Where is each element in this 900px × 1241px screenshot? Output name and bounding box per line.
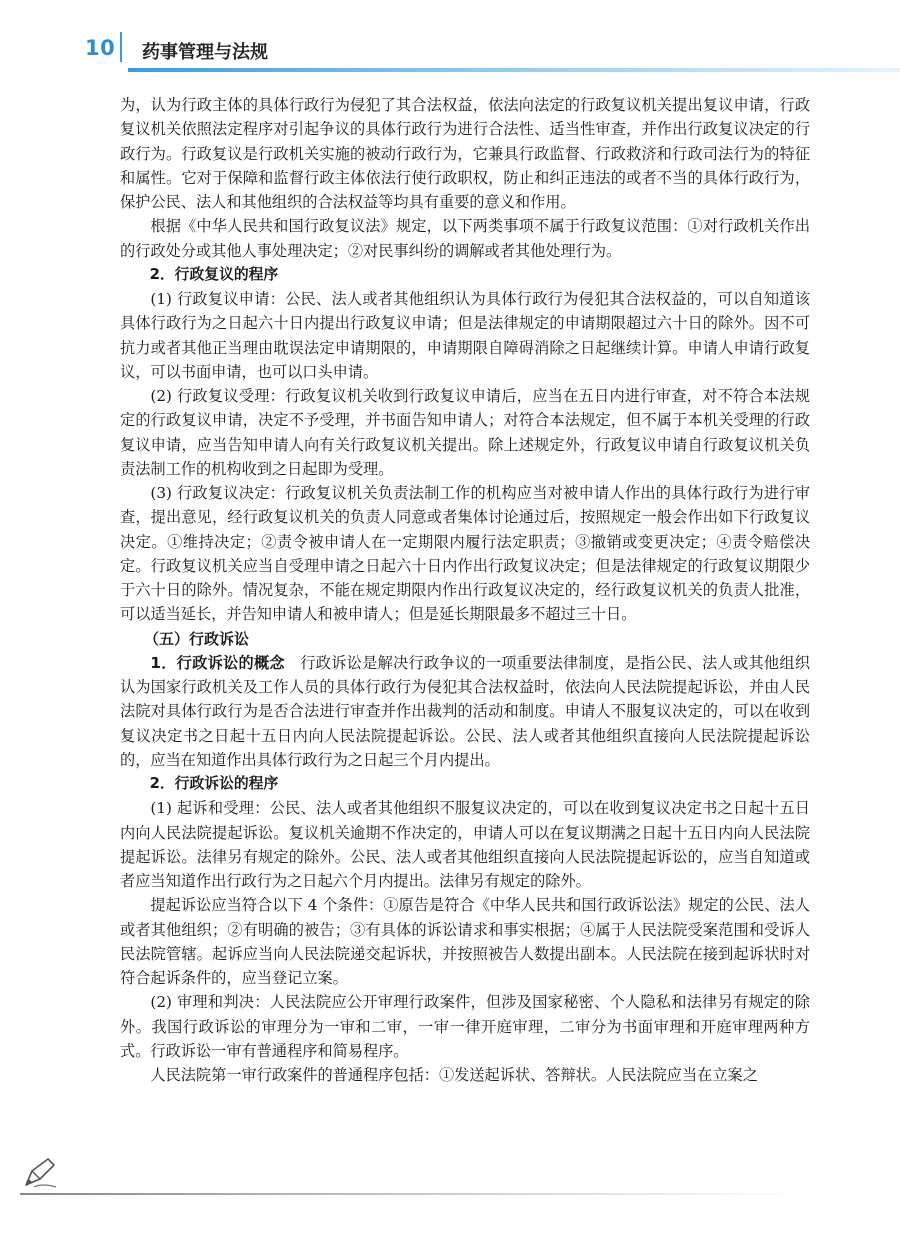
paragraph: 提起诉讼应当符合以下 4 个条件：①原告是符合《中华人民共和国行政诉讼法》规定的公民、法人或者其他组织；②有明确的被告；③有具体的诉讼请求和事实根据；④属于人民法院受案范围和受诉人民法院管辖。起诉应当向人民法院递交起诉状，并按照被告人数提出副本。人民法院在接到起诉状时对符合起诉条件的，应当登记立案。 bbox=[120, 896, 810, 987]
page-header bbox=[0, 0, 900, 80]
paragraph: 为，认为行政主体的具体行政行为侵犯了其合法权益，依法向法定的行政复议机关提出复议申请，行政复议机关依照法定程序对引起争议的具体行政行为进行合法性、适当性审查，并作出行政复议决定的行政行为。行政复议是行政机关实施的被动行政行为，它兼具行政监督、行政救济和行政司法行为的特征和属性。它对于保障和监督行政主体依法行使行政职权，防止和纠正违法的或者不当的具体行政行为，保护公民、法人和其他组织的合法权益等均具有重要的意义和作用。 bbox=[120, 96, 810, 211]
paragraph: (1) 起诉和受理：公民、法人或者其他组织不服复议决定的，可以在收到复议决定书之日起十五日内向人民法院提起诉讼。复议机关逾期不作决定的，申请人可以在复议期满之日起十五日内向人民法院提起诉讼。法律另有规定的除外。公民、法人或者其他组织直接向人民法院提起诉讼的，应当自知道或者应当知道作出行政行为之日起六个月内提出。法律另有规定的除外。 bbox=[120, 799, 810, 890]
paragraph: (1) 行政复议申请：公民、法人或者其他组织认为具体行政行为侵犯其合法权益的，可以自知道该具体行政行为之日起六十日内提出行政复议申请；但是法律规定的申请期限超过六十日的除外。因不可抗力或者其他正当理由耽误法定申请期限的，申请期限自障碍消除之日起继续计算。申请人申请行政复议，可以书面申请，也可以口头申请。 bbox=[120, 290, 810, 381]
chapter-heading: （五）行政诉讼 bbox=[144, 629, 250, 648]
page-number: 10 bbox=[85, 36, 116, 60]
header-divider-tick bbox=[120, 32, 122, 62]
paragraph: (3) 行政复议决定：行政复议机关负责法制工作的机构应当对被申请人作出的具体行政行为进行审查，提出意见，经行政复议机关的负责人同意或者集体讨论通过后，按照规定一般会作出如下行政复议决定。①维持决定；②责令被申请人在一定期限内履行法定职责；③撤销或变更决定；④责令赔偿决定。行政复议机关应当自受理申请之日起六十日内作出行政复议决定；但是法律规定的行政复议期限少于六十日的除外。情况复杂，不能在规定期限内作出行政复议决定的，经行政复议机关的负责人批准，可以适当延长，并告知申请人和被申请人；但是延长期限最多不超过三十日。 bbox=[120, 484, 810, 624]
header-rule bbox=[128, 68, 900, 72]
book-title: 药事管理与法规 bbox=[142, 42, 268, 63]
paragraph: (2) 审理和判决：人民法院应公开审理行政案件，但涉及国家秘密、个人隐私和法律另有规定的除外。我国行政诉讼的审理分为一审和二审，一审一律开庭审理，二审分为书面审理和开庭审理两种方式。行政诉讼一审有普通程序和简易程序。 bbox=[120, 993, 810, 1060]
paragraph-text: 行政诉讼是解决行政争议的一项重要法律制度，是指公民、法人或其他组织认为国家行政机关及工作人员的具体行政行为侵犯其合法权益时，依法向人民法院提起诉讼，并由人民法院对具体行政行为是否合法进行审查并作出裁判的活动和制度。申请人不服复议决定的，可以在收到复议决定书之日起十五日内向人民法院提起诉讼。公民、法人或者其他组织直接向人民法院提起诉讼的，应当在知道作出具体行政行为之日起三个月内提出。 bbox=[120, 653, 810, 769]
pen-icon bbox=[20, 1155, 60, 1191]
paragraph: 根据《中华人民共和国行政复议法》规定，以下两类事项不属于行政复议范围：①对行政机关作出的行政处分或其他人事处理决定；②对民事纠纷的调解或者其他处理行为。 bbox=[120, 217, 810, 260]
section-heading: 2．行政复议的程序 bbox=[149, 265, 279, 283]
footer-rule bbox=[20, 1193, 800, 1195]
section-heading: 2．行政诉讼的程序 bbox=[149, 775, 279, 792]
page-body bbox=[120, 93, 810, 1087]
inline-heading: 1．行政诉讼的概念 bbox=[150, 653, 285, 672]
paragraph: (2) 行政复议受理：行政复议机关收到行政复议申请后，应当在五日内进行审查，对不符合本法规定的行政复议申请，决定不予受理，并书面告知申请人；对符合本法规定，但不属于本机关受理的行政复议申请，应当告知申请人向有关行政复议机关提出。除上述规定外，行政复议申请自行政复议机关负责法制工作的机构收到之日起即为受理。 bbox=[120, 387, 810, 478]
paragraph: 人民法院第一审行政案件的普通程序包括：①发送起诉状、答辩状。人民法院应当在立案之 bbox=[150, 1066, 758, 1084]
paragraph-with-lead bbox=[120, 651, 810, 772]
